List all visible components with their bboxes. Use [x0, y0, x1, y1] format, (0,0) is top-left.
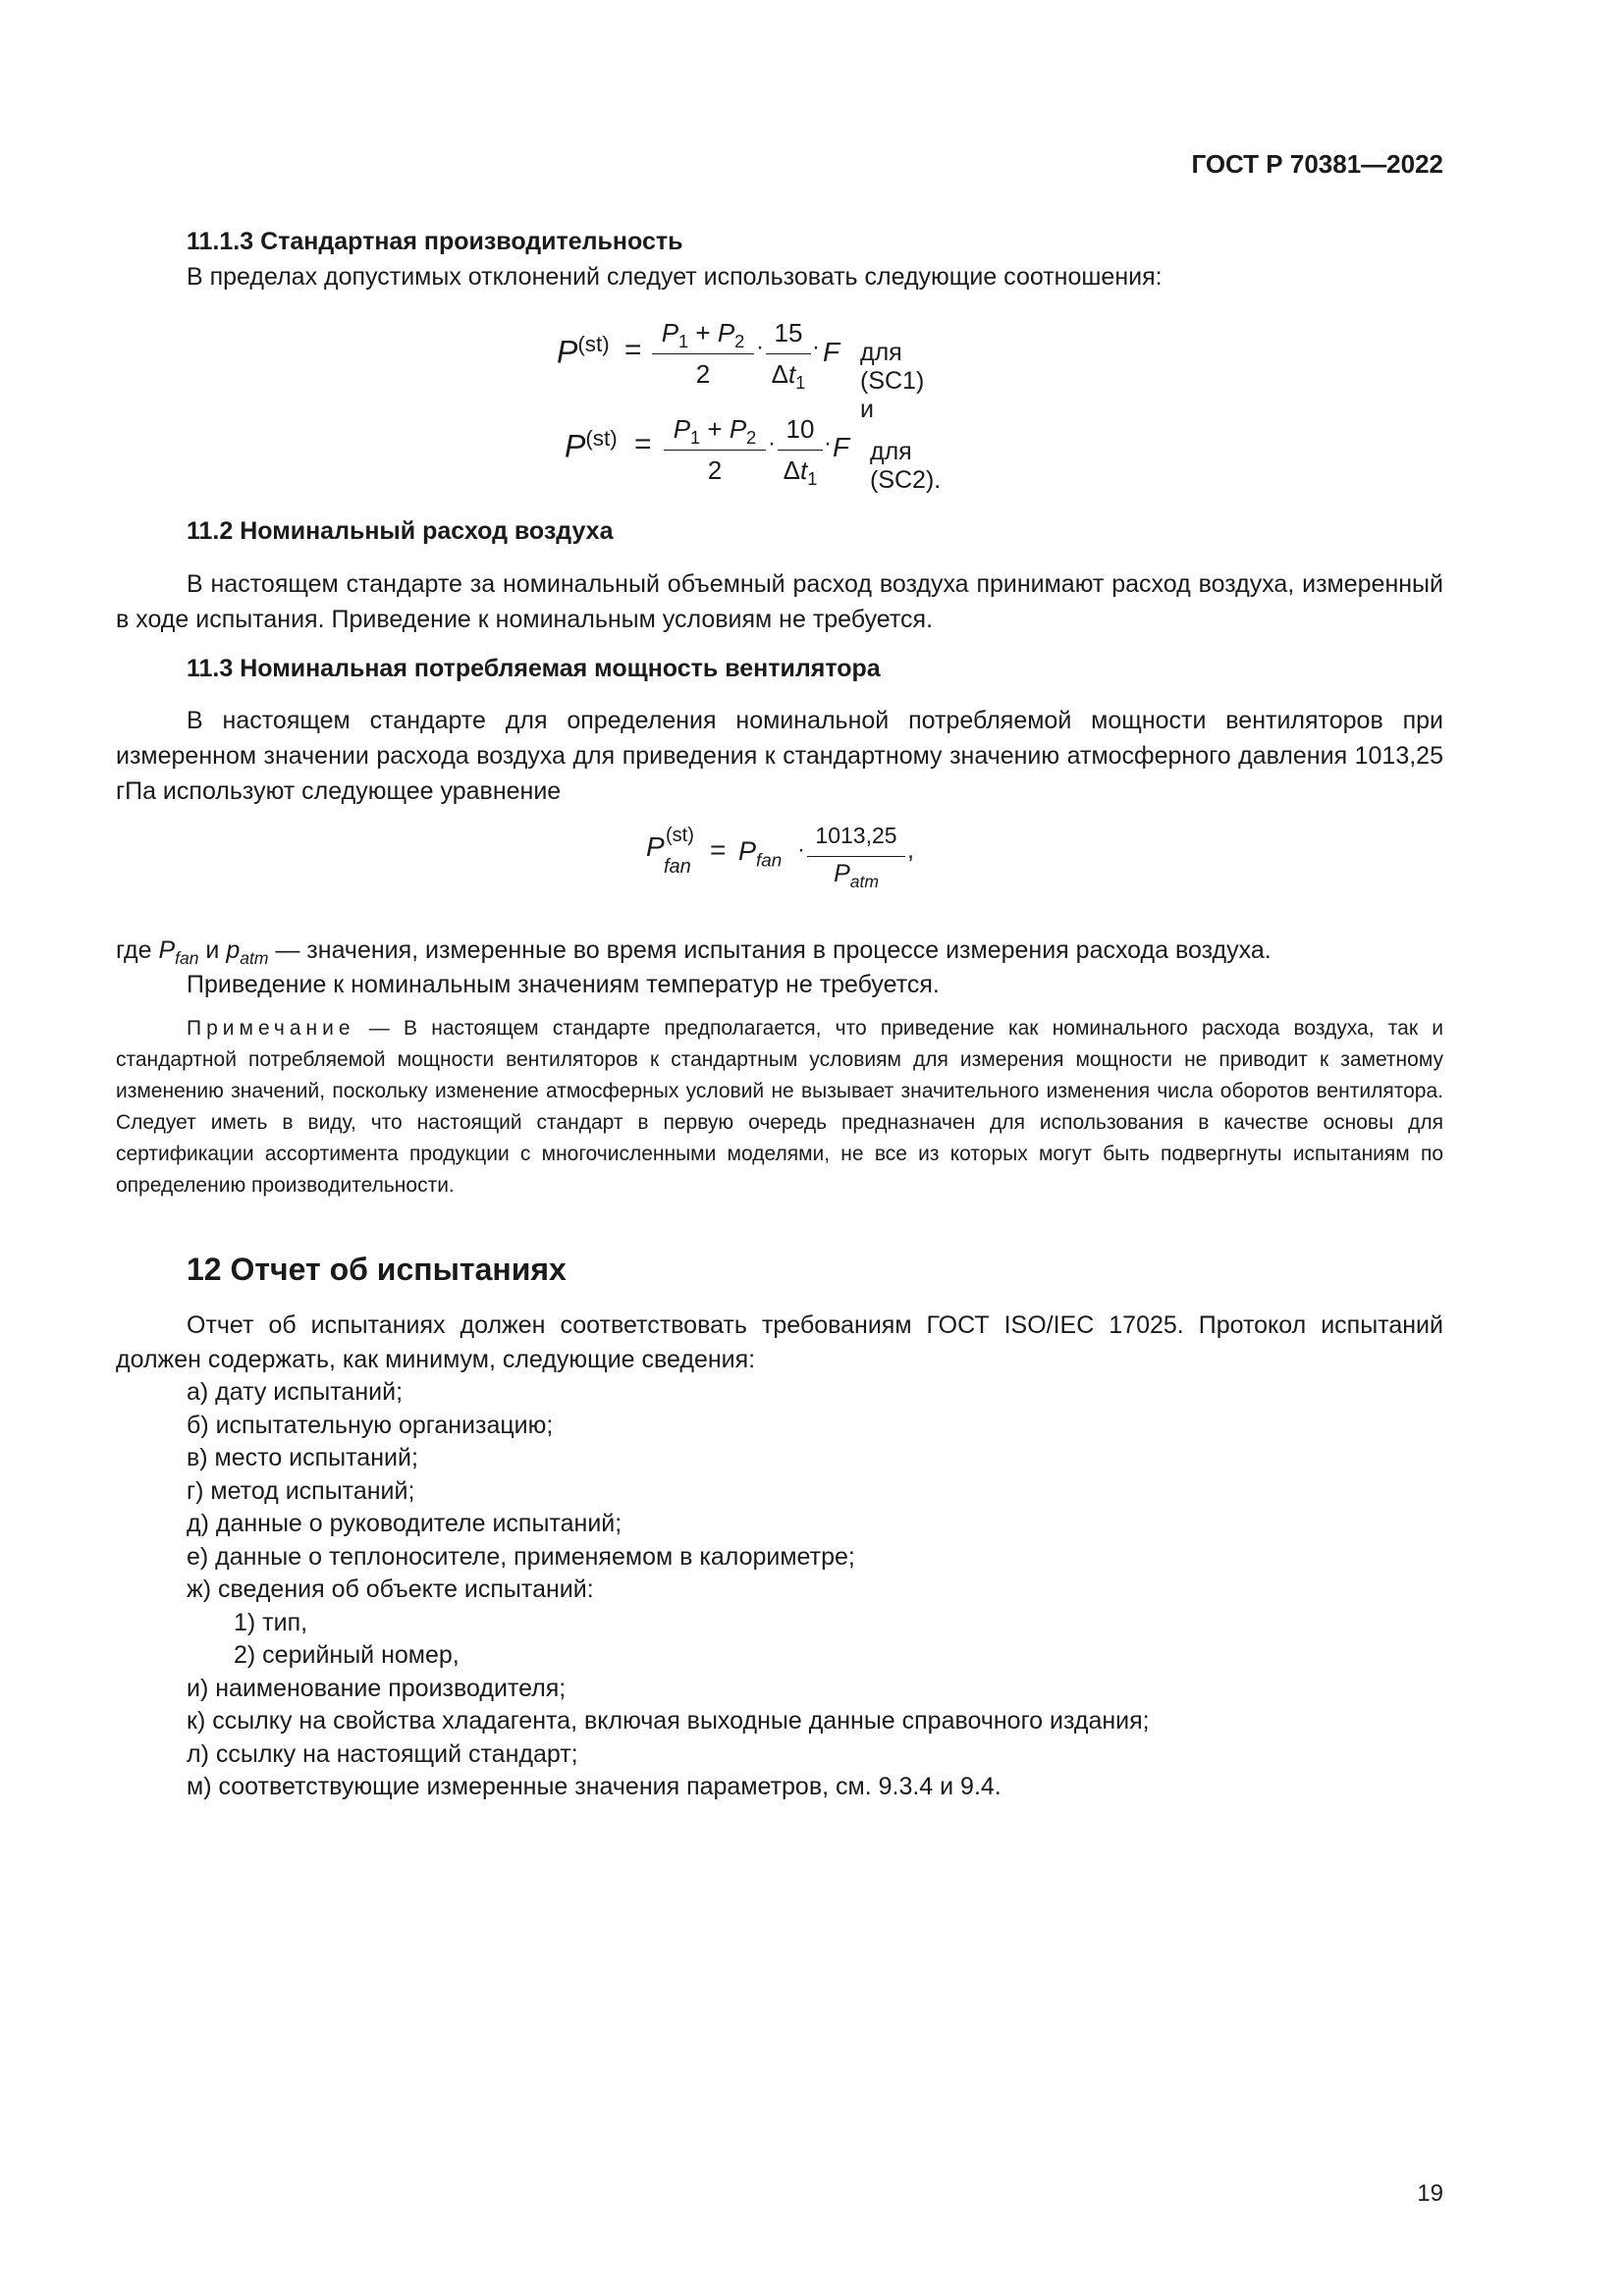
eq1-factor-f: F: [823, 337, 840, 367]
list-item: е) данные о теплоносителе, применяемом в калориметре;: [187, 1542, 855, 1571]
note-text: — В настоящем стандарте предполагается, что приведение как номинального расхода воздуха, так и стандартной потребляемой мощности вентиляторов к стандартным условиям для измерения мощности не приводит к заметному изменению значений, поскольку изменение атмосферных условий не вызывает значительного изменения числа оборотов вентилятора. Следует иметь в виду, что настоящий стандарт в первую очередь предназначен для использования в качестве основы для сертификации ассортимента продукции с многочисленными моделями, не все из которых могут быть подвергнуты испытаниям по определению производительности.: [116, 1017, 1443, 1197]
note-label: Примечание: [187, 1017, 355, 1040]
eq1-equals: =: [624, 334, 642, 366]
eq2-denominator: 2: [707, 455, 723, 485]
page-number: 19: [1417, 2180, 1443, 2207]
eq2-numerator-2: 10: [785, 414, 815, 444]
note-block: [116, 1013, 1443, 1201]
list-item: к) ссылку на свойства хладагента, включая выходные данные справочного издания;: [187, 1707, 1150, 1735]
section-11-1-3-intro: В пределах допустимых отклонений следует использовать следующие соотношения:: [187, 263, 1163, 291]
eq1-condition: для (SC1) и: [860, 339, 925, 423]
list-item: м) соответствующие измеренные значения параметров, см. 9.3.4 и 9.4.: [187, 1773, 1001, 1800]
eq3-fraction-bar: [807, 856, 905, 857]
eq2-fraction-bar-1: [664, 450, 766, 451]
list-item: б) испытательную организацию;: [187, 1411, 554, 1439]
list-item: г) метод испытаний;: [187, 1476, 415, 1505]
section-11-3-text: В настоящем стандарте для определения номинальной потребляемой мощности вентиляторов при измеренном значении расхода воздуха для приведения к стандартному значению атмосферного давления 1013,25 гПа используют следующее уравнение: [116, 707, 1443, 805]
eq2-equals: =: [634, 428, 652, 460]
section-11-3-text2: Приведение к номинальным значениям температур не требуется.: [187, 971, 940, 998]
eq1-denominator-2: $\Delta t_1$: [771, 359, 806, 394]
list-subitem: 1) тип,: [234, 1608, 308, 1636]
list-item: а) дату испытаний;: [187, 1378, 404, 1406]
section-11-2-heading: 11.2 Номинальный расход воздуха: [187, 517, 614, 545]
eq2-denominator-2: $\Delta t_1$: [783, 455, 818, 490]
eq2-dot-1: ·: [768, 430, 776, 456]
eq2-numerator: $P_1 + P_2$: [673, 414, 757, 449]
list-item: и) наименование производителя;: [187, 1674, 567, 1702]
eq3-comma: ,: [907, 836, 914, 864]
section-11-3-heading: 11.3 Номинальная потребляемая мощность вентилятора: [187, 655, 881, 682]
document-id: ГОСТ Р 70381—2022: [1191, 149, 1443, 179]
list-item: д) данные о руководителе испытаний;: [187, 1510, 623, 1537]
eq3-lhs-sub: fan: [664, 856, 691, 878]
list-item: ж) сведения об объекте испытаний:: [187, 1575, 594, 1603]
list-item: л) ссылку на настоящий стандарт;: [187, 1739, 578, 1768]
section-12-heading: 12 Отчет об испытаниях: [187, 1252, 567, 1287]
eq2-lhs: $P^{(st)}$: [565, 426, 618, 464]
eq1-dot-1: ·: [756, 334, 764, 360]
eq1-fraction-bar-1: [652, 353, 754, 354]
eq3-numerator: 1013,25: [815, 823, 897, 848]
section-11-1-3-heading: 11.1.3 Стандартная производительность: [187, 228, 683, 255]
eq1-lhs: $P^{(st)}$: [557, 332, 610, 370]
eq2-dot-2: ·: [824, 430, 832, 456]
eq2-factor-f: F: [833, 432, 850, 462]
eq1-fraction-bar-2: [766, 353, 811, 354]
section-11-2-text: В настоящем стандарте за номинальный объемный расход воздуха принимают расход воздуха, измеренный в ходе испытания. Приведение к номинальным условиям не требуется.: [116, 570, 1443, 633]
eq1-dot-2: ·: [812, 334, 820, 360]
eq3-denominator: $P_{atm}$: [834, 860, 879, 891]
where-explanation: где $P_{fan}$ и $p_{atm}$ — значения, измеренные во время испытания в процессе измерения расхода воздуха.: [116, 936, 1272, 968]
eq3-rhs: $P_{fan}$: [738, 836, 783, 872]
list-subitem: 2) серийный номер,: [234, 1641, 460, 1669]
eq1-numerator: $P_1 + P_2$: [661, 318, 745, 352]
eq1-denominator: 2: [695, 359, 711, 389]
eq3-lhs-sup: (st): [666, 825, 694, 846]
section-12-intro: Отчет об испытаниях должен соответствовать требованиям ГОСТ ISO/IEC 17025. Протокол испытаний должен содержать, как минимум, следующие сведения:: [116, 1311, 1443, 1373]
eq2-condition: для (SC2).: [870, 438, 942, 494]
eq1-numerator-2: 15: [774, 318, 803, 347]
eq3-dot: ·: [797, 836, 805, 863]
list-item: в) место испытаний;: [187, 1444, 418, 1471]
report-requirements-list: [187, 1376, 1443, 1804]
eq3-lhs: P: [646, 831, 665, 862]
eq3-equals: =: [710, 834, 727, 865]
eq2-fraction-bar-2: [778, 450, 823, 451]
